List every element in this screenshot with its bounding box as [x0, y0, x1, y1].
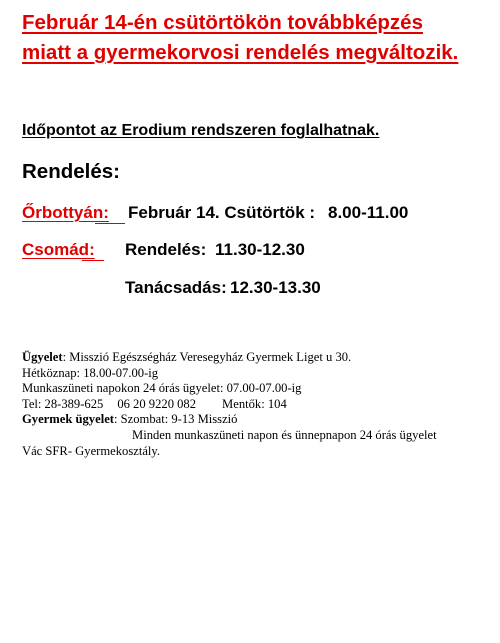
phone-number: Tel: 28-389-625: [22, 396, 104, 411]
ugyelet-line: [22, 350, 492, 366]
schedule-csomad-label: Rendelés:: [125, 240, 207, 259]
ugyelet-text: : Misszió Egészségház Veresegyház Gyermek Liget u 30.: [62, 350, 352, 364]
munkaszuneti-line: Munkaszüneti napokon 24 órás ügyelet: 07.00-07.00-ig: [22, 381, 302, 396]
vac-line: Vác SFR- Gyermekosztály.: [22, 443, 161, 458]
schedule-orbottyan-time: 8.00-11.00: [328, 203, 409, 222]
gyermek-ugyelet-label: Gyermek ügyelet: [22, 412, 114, 427]
schedule-orbottyan-label: Február 14. Csütörtök :: [128, 203, 316, 222]
location-orbottyan: Őrbottyán:: [22, 203, 109, 222]
headline-line-1: Február 14-én csütörtökön továbbképzés: [22, 11, 423, 34]
schedule-tanacsadas-label: Tanácsadás:: [125, 278, 227, 297]
booking-note: Időpontot az Erodium rendszeren foglalhatnak.: [22, 122, 380, 139]
location-csomad: Csomád:: [22, 240, 95, 259]
ugyelet-label: Ügyelet: [22, 350, 63, 364]
mentok-number: Mentők: 104: [222, 396, 287, 411]
info-block: [22, 350, 492, 459]
schedule-csomad-time: 11.30-12.30: [215, 240, 305, 259]
hetkoznap-line: Hétköznap: 18.00-07.00-ig: [22, 365, 159, 380]
schedule-tanacsadas-time: 12.30-13.30: [230, 278, 321, 297]
rendeles-title: Rendelés:: [22, 160, 120, 183]
gyermek-ugyelet-text: : Szombat: 9-13 Misszió: [113, 412, 238, 427]
gyermek-ugyelet-line: [22, 412, 492, 428]
holiday-line: Minden munkaszüneti napon és ünnepnapon 24 órás ügyelet: [132, 427, 437, 442]
phone-line: [22, 397, 492, 413]
location-orbottyan-underline-gap: [95, 203, 125, 224]
location-csomad-underline-gap: [82, 240, 104, 261]
headline: [22, 8, 492, 68]
mobile-number: 06 20 9220 082: [117, 396, 197, 411]
headline-line-2: miatt a gyermekorvosi rendelés megváltozik.: [22, 41, 459, 64]
